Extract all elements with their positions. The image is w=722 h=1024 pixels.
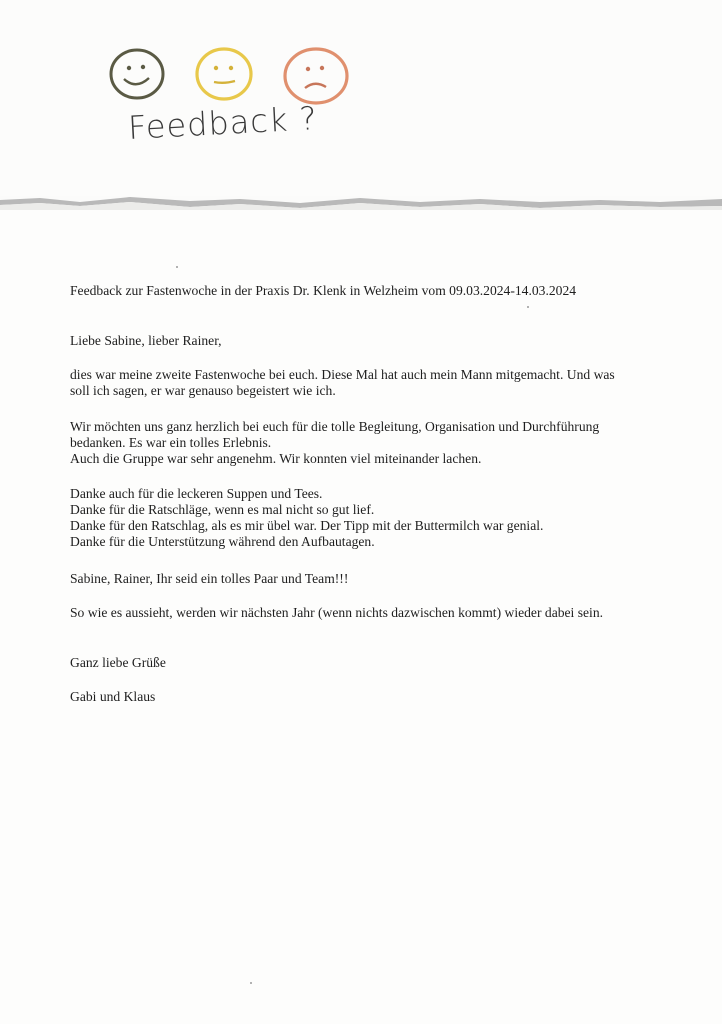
happy-face-icon (105, 42, 169, 106)
letter-greeting: Liebe Sabine, lieber Rainer, (70, 333, 222, 348)
paragraph-line: Danke für die Ratschläge, wenn es mal nicht so gut lief. (70, 502, 375, 517)
paragraph-line: dies war meine zweite Fastenwoche bei euch. Diese Mal hat auch mein Mann mitgemacht. Und was (70, 367, 615, 382)
paragraph-4: Sabine, Rainer, Ihr seid ein tolles Paar und Team!!! (70, 571, 349, 586)
paragraph-line: Danke für die Unterstützung während den Aufbautagen. (70, 534, 375, 549)
paragraph-line: Danke auch für die leckeren Suppen und Tees. (70, 486, 323, 501)
neutral-face-icon (192, 42, 256, 106)
paragraph-line: soll ich sagen, er war genauso begeistert wie ich. (70, 383, 336, 398)
paragraph-1 (70, 367, 710, 399)
paragraph-line: Wir möchten uns ganz herzlich bei euch für die tolle Begleitung, Organisation und Durchführung (70, 419, 600, 434)
feedback-header (0, 0, 722, 196)
letter-signature: Gabi und Klaus (70, 689, 156, 704)
paragraph-3 (70, 486, 710, 550)
letter-closing: Ganz liebe Grüße (70, 655, 166, 670)
paragraph-line: bedanken. Es war ein tolles Erlebnis. (70, 435, 272, 450)
paragraph-2 (70, 419, 710, 467)
paragraph-line: Danke für den Ratschlag, als es mir übel war. Der Tipp mit der Buttermilch war genial. (70, 518, 544, 533)
letter-title: Feedback zur Fastenwoche in der Praxis Dr. Klenk in Welzheim vom 09.03.2024-14.03.2024 (70, 283, 577, 298)
smiley-row (100, 42, 360, 112)
feedback-heading: Feedback ? (127, 99, 319, 147)
paragraph-line: Auch die Gruppe war sehr angenehm. Wir konnten viel miteinander lachen. (70, 451, 482, 466)
paragraph-5: So wie es aussieht, werden wir nächsten Jahr (wenn nichts dazwischen kommt) wieder dabei sein. (70, 605, 604, 620)
torn-paper-edge (0, 190, 722, 212)
